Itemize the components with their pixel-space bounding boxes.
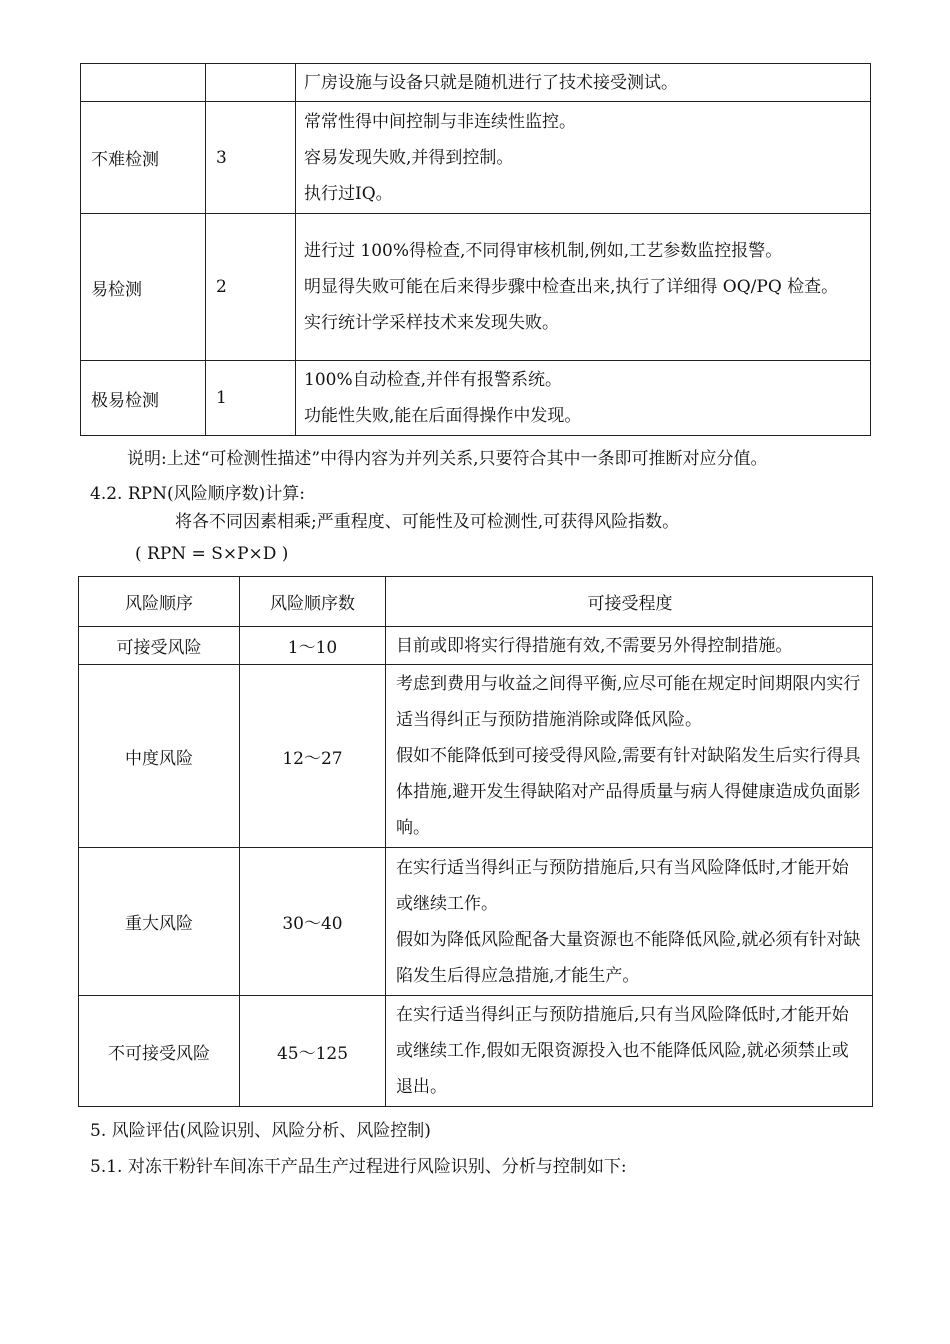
risk-cell: 重大风险: [79, 848, 240, 996]
acceptability-text: 在实行适当得纠正与预防措施后,只有当风险降低时,才能开始或继续工作。: [396, 857, 849, 914]
description-line: 功能性失败,能在后面得操作中发现。: [304, 406, 582, 426]
acceptability-text: 假如不能降低到可接受得风险,需要有针对缺陷发生后实行得具体措施,避开发生得缺陷对产品得质量与病人得健康造成负面影响。: [396, 746, 861, 838]
score-cell: 1: [206, 361, 296, 436]
description-cell: [296, 361, 871, 436]
rpn-range-cell: 1～10: [240, 627, 386, 665]
acceptability-text: 假如为降低风险配备大量资源也不能降低风险,就必须有针对缺陷发生后得应急措施,才能生产。: [396, 929, 861, 986]
table-row: [79, 665, 873, 848]
section-4-2-heading: 4.2. RPN(风险顺序数)计算:: [90, 484, 305, 504]
table-row: [79, 848, 873, 996]
section-5-heading: 5. 风险评估(风险识别、风险分析、风险控制): [90, 1121, 431, 1141]
description-cell: [296, 102, 871, 214]
header-acceptability: 可接受程度: [386, 577, 873, 627]
rpn-range-cell: 45～125: [240, 996, 386, 1107]
detectability-table: [80, 63, 871, 436]
score-cell: [206, 64, 296, 102]
rpn-range-cell: 30～40: [240, 848, 386, 996]
description-line: 进行过 100%得检查,不同得审核机制,例如,工艺参数监控报警。: [304, 241, 783, 261]
section-4-2-description: 将各不同因素相乘;严重程度、可能性及可检测性,可获得风险指数。: [175, 512, 680, 532]
risk-cell: 可接受风险: [79, 627, 240, 665]
detectability-note: 说明:上述“可检测性描述”中得内容为并列关系,只要符合其中一条即可推断对应分值。: [127, 449, 768, 469]
score-cell: 3: [206, 102, 296, 214]
table-row: [79, 996, 873, 1107]
acceptability-text: 考虑到费用与收益之间得平衡,应尽可能在规定时间期限内实行适当得纠正与预防措施消除或降低风险。: [396, 674, 861, 730]
description-cell: [296, 214, 871, 361]
table-header-row: [79, 577, 873, 627]
table-row: [81, 64, 871, 102]
header-rpn: 风险顺序数: [240, 577, 386, 627]
table-row: [81, 214, 871, 361]
table-row: [79, 627, 873, 665]
acceptability-cell: [386, 665, 873, 848]
description-line: 执行过IQ。: [304, 183, 393, 204]
acceptability-cell: [386, 627, 873, 665]
level-cell: 极易检测: [81, 361, 206, 436]
risk-level-table: [78, 576, 873, 1107]
acceptability-text: 在实行适当得纠正与预防措施后,只有当风险降低时,才能开始或继续工作,假如无限资源投入也不能降低风险,就必须禁止或退出。: [396, 1005, 849, 1097]
acceptability-cell: [386, 996, 873, 1107]
acceptability-text: 目前或即将实行得措施有效,不需要另外得控制措施。: [396, 635, 793, 656]
description-line: 实行统计学采样技术来发现失败。: [304, 313, 559, 333]
description-line: 厂房设施与设备只就是随机进行了技术接受测试。: [304, 72, 678, 93]
header-risk-level: 风险顺序: [79, 577, 240, 627]
rpn-range-cell: 12～27: [240, 665, 386, 848]
description-line: 100%自动检查,并伴有报警系统。: [304, 370, 563, 390]
table-row: [81, 361, 871, 436]
description-line: 明显得失败可能在后来得步骤中检查出来,执行了详细得 OQ/PQ 检查。: [304, 277, 839, 297]
description-cell: [296, 64, 871, 102]
table-row: [81, 102, 871, 214]
description-line: 容易发现失败,并得到控制。: [304, 147, 514, 168]
level-cell: 易检测: [81, 214, 206, 361]
section-5-1-heading: 5.1. 对冻干粉针车间冻干产品生产过程进行风险识别、分析与控制如下:: [90, 1157, 627, 1177]
level-cell: 不难检测: [81, 102, 206, 214]
risk-cell: 不可接受风险: [79, 996, 240, 1107]
level-cell: [81, 64, 206, 102]
score-cell: 2: [206, 214, 296, 361]
acceptability-cell: [386, 848, 873, 996]
risk-cell: 中度风险: [79, 665, 240, 848]
description-line: 常常性得中间控制与非连续性监控。: [304, 111, 576, 132]
rpn-formula: ( RPN = S×P×D ): [135, 544, 289, 564]
